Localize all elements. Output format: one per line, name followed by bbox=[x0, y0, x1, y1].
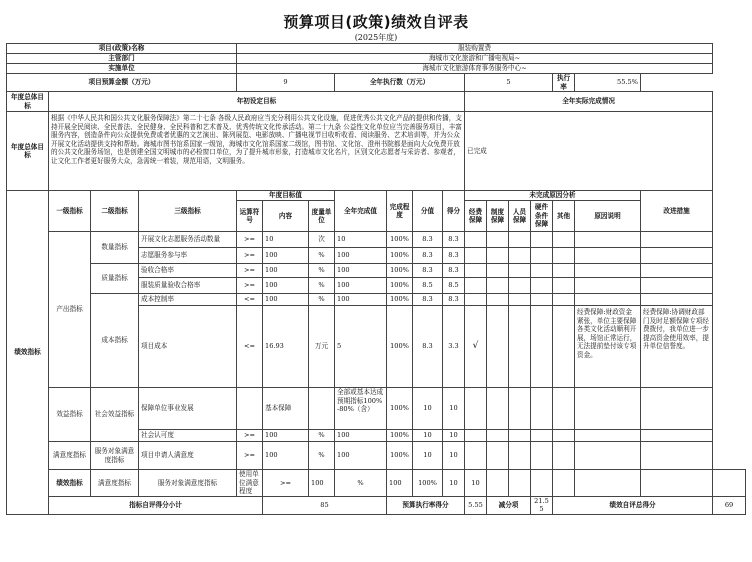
col-target: 年度目标值 bbox=[237, 191, 335, 201]
indicator-content: 16.93 bbox=[263, 306, 309, 388]
indicator-name: 开展文化志愿服务活动数量 bbox=[139, 232, 237, 248]
col-level2: 二级指标 bbox=[91, 191, 139, 232]
self-score-label: 指标自评得分小计 bbox=[49, 496, 263, 514]
indicator-got: 8.3 bbox=[443, 232, 465, 248]
indicator-score: 8.3 bbox=[413, 306, 443, 388]
indicator-done: 5 bbox=[335, 306, 387, 388]
indicator-op: >= bbox=[237, 264, 263, 278]
col-reason-other: 其他 bbox=[553, 201, 575, 232]
indicator-content: 基本保障 bbox=[263, 388, 309, 430]
indicator-got: 8.3 bbox=[443, 248, 465, 264]
indicator-done: 100 bbox=[387, 470, 413, 497]
budget-value: 9 bbox=[237, 74, 335, 92]
indicator-degree: 100% bbox=[387, 430, 413, 442]
col-content: 内容 bbox=[263, 201, 309, 232]
col-unit: 度量单位 bbox=[309, 201, 335, 232]
indicator-score: 10 bbox=[413, 430, 443, 442]
indicator-name: 服装质量验收合格率 bbox=[139, 278, 237, 294]
indicator-score: 8.3 bbox=[413, 248, 443, 264]
indicator-unit: % bbox=[309, 442, 335, 470]
unit-value: 海城市文化旅游体育事务服务中心~ bbox=[237, 64, 713, 74]
indicator-name: 志愿服务参与率 bbox=[139, 248, 237, 264]
indicator-done: 10 bbox=[335, 232, 387, 248]
indicator-op: >= bbox=[237, 278, 263, 294]
indicator-done: 100 bbox=[335, 248, 387, 264]
indicator-degree: 100% bbox=[387, 232, 413, 248]
goals-planned-header: 年初设定目标 bbox=[49, 92, 465, 112]
budget-rate-score-label: 预算执行率得分 bbox=[387, 496, 465, 514]
indicator-name: 保障单位事业发展 bbox=[139, 388, 237, 430]
col-degree: 完成程度 bbox=[387, 191, 413, 232]
col-level3: 三级指标 bbox=[139, 191, 237, 232]
indicator-got: 8.5 bbox=[443, 278, 465, 294]
col-level1: 一级指标 bbox=[49, 191, 91, 232]
indicator-got: 8.3 bbox=[443, 294, 465, 306]
indicator-op: >= bbox=[237, 232, 263, 248]
budget-rate-score-value: 5.55 bbox=[465, 496, 487, 514]
table-row bbox=[7, 442, 746, 470]
indicator-done: 全部或基本达成预期指标100%-80%（含） bbox=[335, 388, 387, 430]
indicator-op: >= bbox=[237, 248, 263, 264]
indicator-unit: % bbox=[309, 264, 335, 278]
goals-side-label: 年度总体目标 bbox=[7, 112, 49, 191]
exec-label: 全年执行数（万元） bbox=[335, 74, 465, 92]
indicator-degree: 100% bbox=[387, 442, 413, 470]
indicator-got: 10 bbox=[443, 442, 465, 470]
indicator-score: 8.3 bbox=[413, 264, 443, 278]
indicator-name: 验收合格率 bbox=[139, 264, 237, 278]
col-reason-system: 制度保障 bbox=[487, 201, 509, 232]
indicator-content: 100 bbox=[263, 278, 309, 294]
evaluation-table bbox=[6, 43, 746, 515]
dept-label: 主管部门 bbox=[7, 54, 237, 64]
table-row bbox=[7, 264, 746, 278]
col-reason-staff: 人员保障 bbox=[509, 201, 531, 232]
indicator-content: 100 bbox=[263, 430, 309, 442]
indicator-content: 100 bbox=[263, 442, 309, 470]
indicator-got: 10 bbox=[465, 470, 487, 497]
indicator-content: 100 bbox=[263, 294, 309, 306]
indicator-done: 100 bbox=[335, 430, 387, 442]
indicator-content: 100 bbox=[263, 264, 309, 278]
indicator-content: 10 bbox=[263, 232, 309, 248]
funds-check-mark: √ bbox=[465, 306, 487, 388]
indicator-content: 100 bbox=[309, 470, 335, 497]
indicator-op: >= bbox=[237, 442, 263, 470]
service-satisfaction-label: 服务对象满意度指标 bbox=[91, 442, 139, 470]
indicator-name: 社会认可度 bbox=[139, 430, 237, 442]
goals-header-side: 年度总体目标 bbox=[7, 92, 49, 112]
table-row bbox=[7, 232, 746, 248]
reason-description: 经费保障:财政资金紧张，单位主要保障各类文化活动顺利开展，场馆正常运行，无法提前垫付该专项资金。 bbox=[575, 306, 641, 388]
indicator-unit: % bbox=[309, 430, 335, 442]
goals-planned-text: 根据《中华人民共和国公共文化服务保障法》第二十七条 各级人民政府应当充分利用公共文化设施，促进优秀公共文化产品的提供和传播，支持开展全民阅读、全民普法、全民健身、全民科普和艺术普及、优秀传统文化传承活动。第二十九条 公益性文化单位应当完善服务项目，丰富服务内容，创造条件向公众提供免费或者优惠的文艺演出、陈列展览、电影放映、广播电视节目收听收看、阅读服务、艺术培训等，并为公众开展文化活动提供支持和帮助。海城市图书馆系国家一级馆，海城市文化馆系国家二级馆，图书馆、文化馆、澄州书院都是面向大众免费开放的公共文化服务场馆，也是创建全国文明城市的必检窗口单位，为了提升城市形象，打造城市文化名片，区别文化志愿者与采访者、参观者，让文化工作者更好服务大众，急需统一着装，规范用语，文明服务。 bbox=[49, 112, 465, 191]
indicator-name: 成本控制率 bbox=[139, 294, 237, 306]
cost-indicator-label: 成本指标 bbox=[91, 294, 139, 388]
indicator-got: 10 bbox=[443, 430, 465, 442]
dept-value: 海城市文化旅游和广播电视局~ bbox=[237, 54, 713, 64]
output-indicator-label: 产出指标 bbox=[49, 232, 91, 388]
effect-indicator-label: 效益指标 bbox=[49, 388, 91, 442]
indicator-unit: % bbox=[309, 248, 335, 264]
total-score-value: 69 bbox=[713, 496, 746, 514]
indicator-unit bbox=[309, 388, 335, 430]
indicator-score: 10 bbox=[443, 470, 465, 497]
indicator-content: 100 bbox=[263, 248, 309, 264]
indicator-unit: % bbox=[309, 278, 335, 294]
project-name-label: 项目(政策)名称 bbox=[7, 44, 237, 54]
indicator-op: <= bbox=[237, 306, 263, 388]
col-reason-funds: 经费保障 bbox=[465, 201, 487, 232]
table-row bbox=[7, 388, 746, 430]
indicator-op bbox=[237, 388, 263, 430]
table-row bbox=[7, 470, 746, 497]
indicator-name: 项目申请人满意度 bbox=[139, 442, 237, 470]
indicator-got: 3.3 bbox=[443, 306, 465, 388]
indicator-unit: 万元 bbox=[309, 306, 335, 388]
indicator-done: 100 bbox=[335, 264, 387, 278]
self-score-value: 85 bbox=[263, 496, 387, 514]
indicator-degree: 100% bbox=[387, 294, 413, 306]
table-row bbox=[7, 294, 746, 306]
indicator-name: 项目成本 bbox=[139, 306, 237, 388]
indicator-degree: 100% bbox=[387, 306, 413, 388]
rate-value: 55.5% bbox=[575, 74, 641, 92]
col-done: 全年完成值 bbox=[335, 191, 387, 232]
perf-indicator-label-2: 绩效指标 bbox=[49, 470, 91, 497]
quantity-indicator-label: 数量指标 bbox=[91, 232, 139, 264]
unit-label: 实施单位 bbox=[7, 64, 237, 74]
col-fix: 改进措施 bbox=[641, 191, 713, 232]
satisfaction-indicator-label-2: 满意度指标 bbox=[91, 470, 139, 497]
document-title: 预算项目(政策)绩效自评表 bbox=[283, 13, 469, 31]
indicator-score: 8.3 bbox=[413, 294, 443, 306]
indicator-op: <= bbox=[237, 294, 263, 306]
perf-indicator-label: 绩效指标 bbox=[7, 191, 49, 515]
indicator-done: 100 bbox=[335, 294, 387, 306]
project-name: 服装购置费 bbox=[237, 44, 713, 54]
col-reasons: 未完成原因分析 bbox=[465, 191, 641, 201]
indicator-unit: % bbox=[335, 470, 387, 497]
indicator-degree: 100% bbox=[387, 248, 413, 264]
improvement-measure: 经费保障:协调财政部门及时足额保障专项经费拨付，我单位进一步提高资金使用效率，提升单位信誉度。 bbox=[641, 306, 713, 388]
indicator-got: 8.3 bbox=[443, 264, 465, 278]
indicator-op: >= bbox=[263, 470, 309, 497]
indicator-degree: 100% bbox=[387, 278, 413, 294]
goals-actual-header: 全年实际完成情况 bbox=[465, 92, 713, 112]
indicator-unit: 次 bbox=[309, 232, 335, 248]
indicator-score: 8.5 bbox=[413, 278, 443, 294]
social-indicator-label: 社会效益指标 bbox=[91, 388, 139, 442]
budget-label: 项目预算金额（万元） bbox=[7, 74, 237, 92]
indicator-unit: % bbox=[309, 294, 335, 306]
goals-actual-text: 已完成 bbox=[465, 112, 713, 191]
indicator-name: 使用单位满意程度 bbox=[237, 470, 263, 497]
col-op: 运算符号 bbox=[237, 201, 263, 232]
total-score-label: 绩效自评总得分 bbox=[553, 496, 713, 514]
deduction-label: 减分项 bbox=[487, 496, 531, 514]
rate-label: 执行率 bbox=[553, 74, 575, 92]
col-reason-hardware: 硬件条件保障 bbox=[531, 201, 553, 232]
indicator-score: 10 bbox=[413, 388, 443, 430]
col-got: 得分 bbox=[443, 191, 465, 232]
exec-value: 5 bbox=[465, 74, 553, 92]
service-satisfaction-label-2: 服务对象满意度指标 bbox=[139, 470, 237, 497]
document-year: (2025年度) bbox=[354, 33, 398, 42]
deduction-value: 21.55 bbox=[531, 496, 553, 514]
col-score: 分值 bbox=[413, 191, 443, 232]
indicator-score: 8.3 bbox=[413, 232, 443, 248]
indicator-done: 100 bbox=[335, 278, 387, 294]
indicator-op: >= bbox=[237, 430, 263, 442]
indicator-got: 10 bbox=[443, 388, 465, 430]
col-reason-desc: 原因说明 bbox=[575, 201, 641, 232]
indicator-degree: 100% bbox=[413, 470, 443, 497]
indicator-degree: 100% bbox=[387, 264, 413, 278]
indicator-degree: 100% bbox=[387, 388, 413, 430]
indicator-done: 100 bbox=[335, 442, 387, 470]
quality-indicator-label: 质量指标 bbox=[91, 264, 139, 294]
indicator-score: 10 bbox=[413, 442, 443, 470]
satisfaction-indicator-label: 满意度指标 bbox=[49, 442, 91, 470]
